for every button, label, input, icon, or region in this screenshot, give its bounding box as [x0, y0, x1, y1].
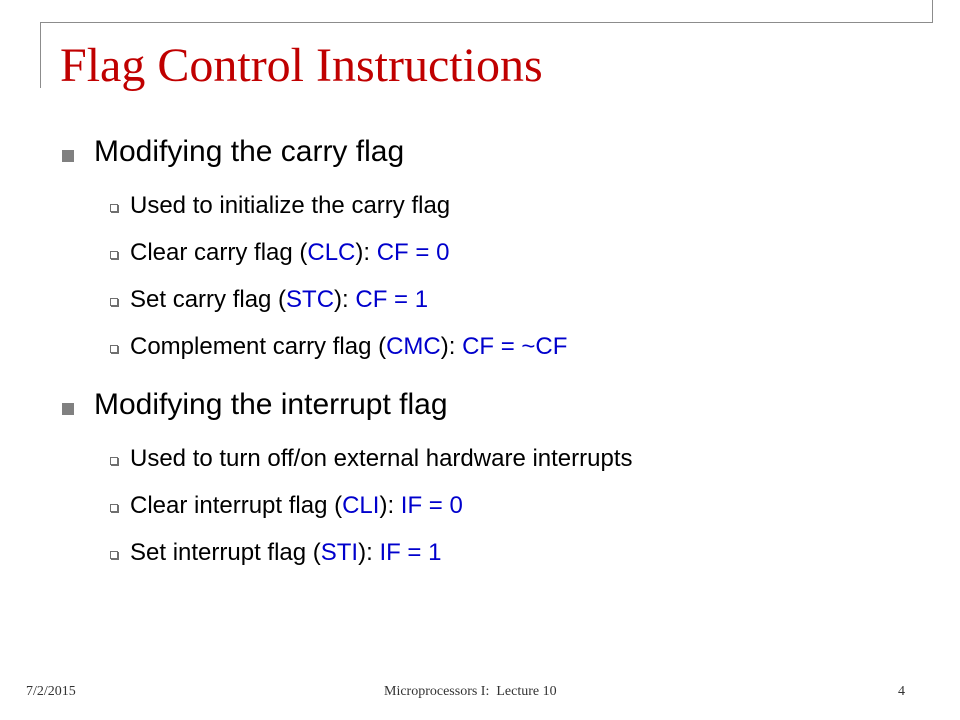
sub-bullet-text: Set interrupt flag (: [130, 539, 321, 566]
instruction-mnemonic: CMC: [386, 333, 441, 360]
bullet-carry-flag: Modifying the carry flag: [94, 135, 405, 168]
instruction-mnemonic: CLC: [307, 239, 356, 266]
instruction-mnemonic: STC: [286, 286, 335, 313]
instruction-mnemonic: CLI: [342, 492, 380, 519]
hollow-square-bullet-icon: [110, 551, 118, 559]
flag-effect: CF = 1: [355, 286, 429, 313]
sub-bullet-text: ):: [355, 239, 377, 266]
flag-effect: IF = 0: [400, 492, 463, 519]
sub-bullet-carry-init: [130, 192, 450, 220]
sub-bullet-text: ):: [334, 286, 356, 313]
hollow-square-bullet-icon: [110, 345, 118, 353]
sub-bullet-interrupt-use: [130, 445, 633, 473]
sub-bullet-text: Clear carry flag (: [130, 239, 308, 266]
sub-bullet-clc: [130, 239, 449, 267]
sub-bullet-text: ):: [440, 333, 463, 360]
sub-bullet-cli: [130, 492, 463, 520]
flag-effect: CF = 0: [376, 239, 450, 266]
flag-effect: IF = 1: [379, 539, 442, 566]
hollow-square-bullet-icon: [110, 251, 118, 259]
sub-bullet-sti: [130, 539, 441, 567]
sub-bullet-text: ):: [358, 539, 380, 566]
sub-bullet-text: Complement carry flag (: [130, 333, 387, 360]
square-bullet-icon: [62, 150, 74, 162]
hollow-square-bullet-icon: [110, 457, 118, 465]
footer-page-number: 4: [898, 684, 905, 699]
sub-bullet-text: ):: [379, 492, 401, 519]
hollow-square-bullet-icon: [110, 504, 118, 512]
sub-bullet-cmc: [130, 333, 567, 361]
slide-title: Flag Control Instructions: [60, 39, 543, 92]
sub-bullet-text: Clear interrupt flag (: [130, 492, 343, 519]
sub-bullet-text: Used to turn off/on external hardware interrupts: [130, 445, 633, 472]
flag-effect: CF = ~CF: [462, 333, 568, 360]
square-bullet-icon: [62, 403, 74, 415]
sub-bullet-text: Used to initialize the carry flag: [130, 192, 451, 219]
footer-date: 7/2/2015: [26, 684, 76, 699]
bullet-interrupt-flag: Modifying the interrupt flag: [94, 388, 448, 421]
sub-bullet-text: Set carry flag (: [130, 286, 287, 313]
instruction-mnemonic: STI: [320, 539, 359, 566]
hollow-square-bullet-icon: [110, 204, 118, 212]
hollow-square-bullet-icon: [110, 298, 118, 306]
footer-course: Microprocessors I: Lecture 10: [384, 684, 557, 699]
sub-bullet-stc: [130, 286, 428, 314]
